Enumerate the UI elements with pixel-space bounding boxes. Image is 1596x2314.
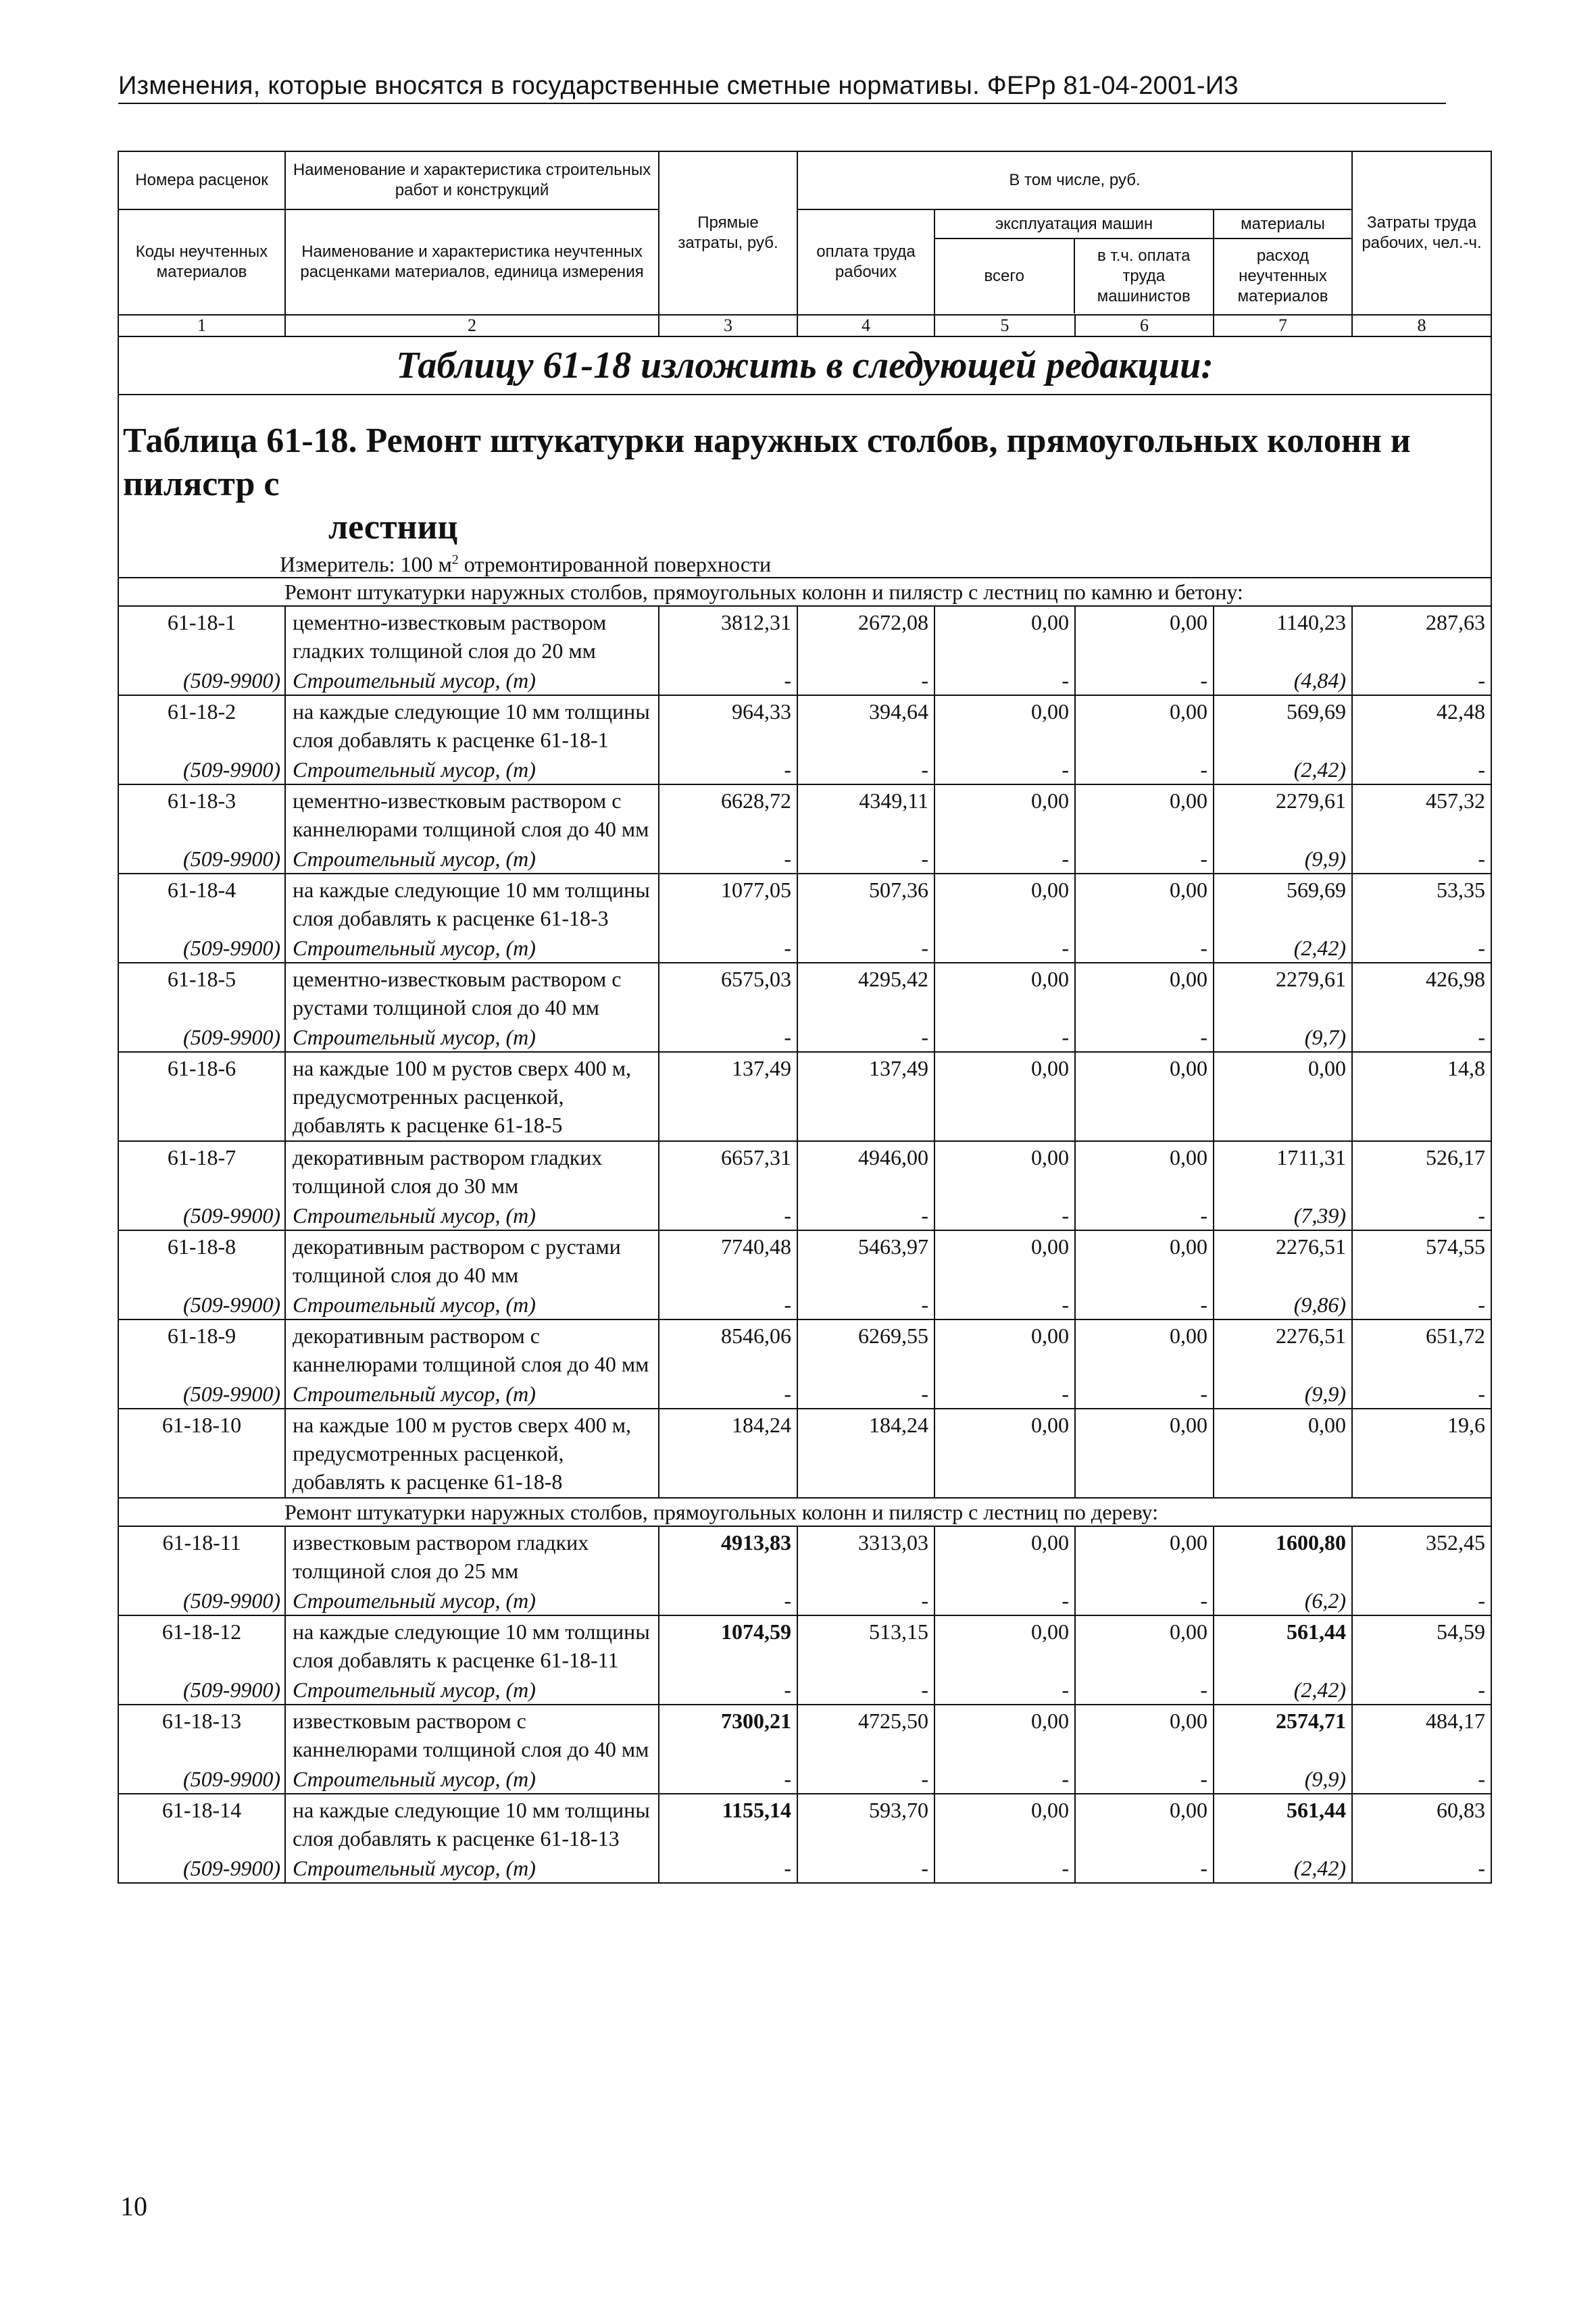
material-usage: (9,9): [1214, 1765, 1352, 1794]
material-description: Строительный мусор, (т): [285, 1380, 659, 1409]
rate-value-c3: 137,49: [659, 1052, 797, 1141]
rate-code: 61-18-13: [118, 1705, 285, 1765]
rate-value-c5: 0,00: [934, 1052, 1075, 1141]
rate-value-c4: 394,64: [797, 695, 934, 755]
rate-value-c4: 4946,00: [797, 1141, 934, 1201]
rate-value-c6: 0,00: [1075, 1526, 1214, 1586]
rate-value-c8: 651,72: [1352, 1319, 1491, 1380]
material-dash-c3: -: [659, 1854, 797, 1883]
rate-code: 61-18-10: [118, 1409, 285, 1498]
rate-value-c4: 6269,55: [797, 1319, 934, 1380]
material-dash-c5: -: [934, 1765, 1075, 1794]
material-dash-c8: -: [1352, 1290, 1491, 1319]
rate-value-c7: 569,69: [1214, 874, 1352, 934]
rate-value-c7: 569,69: [1214, 695, 1352, 755]
rate-value-c8: 457,32: [1352, 784, 1491, 845]
material-dash-c3: -: [659, 666, 797, 695]
rate-value-c4: 3313,03: [797, 1526, 934, 1586]
rate-value-c5: 0,00: [934, 1615, 1075, 1676]
material-dash-c8: -: [1352, 755, 1491, 784]
material-dash-c3: -: [659, 1201, 797, 1230]
rate-code: 61-18-7: [118, 1141, 285, 1201]
table-row: [118, 1705, 1491, 1765]
col-header-including: В том числе, руб.: [797, 151, 1352, 209]
material-code: (509-9900): [118, 1201, 285, 1230]
material-description: Строительный мусор, (т): [285, 1586, 659, 1615]
material-dash-c6: -: [1075, 1854, 1214, 1883]
rate-value-c8: 42,48: [1352, 695, 1491, 755]
material-description: Строительный мусор, (т): [285, 1290, 659, 1319]
material-row: [118, 1765, 1491, 1794]
rate-value-c6: 0,00: [1075, 1052, 1214, 1141]
col-num-2: 2: [285, 315, 659, 336]
rate-value-c3: 964,33: [659, 695, 797, 755]
rate-description: на каждые 100 м рустов сверх 400 м, предусмотренных расценкой, добавлять к расценке 61-18-5: [285, 1052, 659, 1141]
rate-value-c3: 8546,06: [659, 1319, 797, 1380]
rate-description: цементно-известковым раствором с каннелюрами толщиной слоя до 40 мм: [285, 784, 659, 845]
material-row: [118, 1290, 1491, 1319]
material-code: (509-9900): [118, 1765, 285, 1794]
rate-value-c3: 3812,31: [659, 606, 797, 666]
material-dash-c4: -: [797, 1854, 934, 1883]
material-dash-c8: -: [1352, 1854, 1491, 1883]
material-row: [118, 1586, 1491, 1615]
rate-value-c7: 2279,61: [1214, 963, 1352, 1023]
rate-value-c6: 0,00: [1075, 1409, 1214, 1498]
rate-code: 61-18-12: [118, 1615, 285, 1676]
material-row: [118, 1854, 1491, 1883]
material-dash-c3: -: [659, 1765, 797, 1794]
rate-value-c3: 1074,59: [659, 1615, 797, 1676]
measure-suffix: отремонтированной поверхности: [458, 552, 772, 576]
material-dash-c8: -: [1352, 845, 1491, 874]
rate-value-c3: 184,24: [659, 1409, 797, 1498]
material-dash-c6: -: [1075, 845, 1214, 874]
col-num-4: 4: [797, 315, 934, 336]
table-row: [118, 874, 1491, 934]
material-description: Строительный мусор, (т): [285, 1765, 659, 1794]
rate-value-c3: 6628,72: [659, 784, 797, 845]
table-row: [118, 1615, 1491, 1676]
col-num-7: 7: [1214, 315, 1352, 336]
material-dash-c8: -: [1352, 1380, 1491, 1409]
rate-value-c7: 2279,61: [1214, 784, 1352, 845]
material-code: (509-9900): [118, 1586, 285, 1615]
rate-value-c8: 287,63: [1352, 606, 1491, 666]
rate-value-c6: 0,00: [1075, 1141, 1214, 1201]
rate-value-c4: 513,15: [797, 1615, 934, 1676]
rate-description: на каждые следующие 10 мм толщины слоя добавлять к расценке 61-18-3: [285, 874, 659, 934]
rate-value-c5: 0,00: [934, 1230, 1075, 1290]
material-dash-c5: -: [934, 934, 1075, 963]
material-row: [118, 845, 1491, 874]
rate-value-c4: 184,24: [797, 1409, 934, 1498]
rates-table: [118, 151, 1492, 1884]
rate-value-c5: 0,00: [934, 1141, 1075, 1201]
material-code: (509-9900): [118, 1854, 285, 1883]
col-num-6: 6: [1075, 315, 1214, 336]
material-dash-c4: -: [797, 666, 934, 695]
material-dash-c6: -: [1075, 1201, 1214, 1230]
material-row: [118, 934, 1491, 963]
rate-value-c5: 0,00: [934, 606, 1075, 666]
rate-value-c5: 0,00: [934, 963, 1075, 1023]
table-row: [118, 784, 1491, 845]
table-row: [118, 695, 1491, 755]
rate-code: 61-18-3: [118, 784, 285, 845]
material-usage: (2,42): [1214, 1676, 1352, 1705]
rate-value-c6: 0,00: [1075, 874, 1214, 934]
material-dash-c8: -: [1352, 1676, 1491, 1705]
material-row: [118, 1201, 1491, 1230]
col-header-rate-number: Номера расценок: [118, 151, 285, 209]
rate-code: 61-18-14: [118, 1794, 285, 1854]
material-dash-c3: -: [659, 1380, 797, 1409]
rate-description: декоративным раствором с каннелюрами толщиной слоя до 40 мм: [285, 1319, 659, 1380]
material-description: Строительный мусор, (т): [285, 666, 659, 695]
rate-value-c5: 0,00: [934, 1319, 1075, 1380]
material-dash-c6: -: [1075, 1676, 1214, 1705]
rate-description: на каждые следующие 10 мм толщины слоя добавлять к расценке 61-18-1: [285, 695, 659, 755]
material-code: (509-9900): [118, 1676, 285, 1705]
rate-value-c8: 14,8: [1352, 1052, 1491, 1141]
material-description: Строительный мусор, (т): [285, 755, 659, 784]
rate-description: на каждые следующие 10 мм толщины слоя добавлять к расценке 61-18-11: [285, 1615, 659, 1676]
material-dash-c5: -: [934, 1290, 1075, 1319]
table-row: [118, 1230, 1491, 1290]
measure-sup: 2: [451, 552, 459, 568]
material-usage: (2,42): [1214, 934, 1352, 963]
rate-value-c8: 54,59: [1352, 1615, 1491, 1676]
rate-value-c6: 0,00: [1075, 1319, 1214, 1380]
material-usage: (6,2): [1214, 1586, 1352, 1615]
rate-code: 61-18-8: [118, 1230, 285, 1290]
measure-prefix: Измеритель: 100 м: [280, 552, 452, 576]
rate-value-c4: 2672,08: [797, 606, 934, 666]
material-dash-c4: -: [797, 934, 934, 963]
col-num-5: 5: [934, 315, 1075, 336]
col-header-material-codes: Коды неучтенных материалов: [118, 209, 285, 315]
col-header-direct-costs: Прямые затраты, руб.: [659, 151, 797, 315]
rate-value-c3: 1077,05: [659, 874, 797, 934]
rate-value-c3: 6657,31: [659, 1141, 797, 1201]
rate-code: 61-18-4: [118, 874, 285, 934]
material-dash-c6: -: [1075, 1290, 1214, 1319]
material-dash-c3: -: [659, 1290, 797, 1319]
rate-description: на каждые 100 м рустов сверх 400 м, предусмотренных расценкой, добавлять к расценке 61-18-8: [285, 1409, 659, 1498]
rate-value-c4: 5463,97: [797, 1230, 934, 1290]
rate-value-c5: 0,00: [934, 874, 1075, 934]
table-title-line-2: лестниц: [328, 508, 458, 547]
rate-code: 61-18-5: [118, 963, 285, 1023]
material-description: Строительный мусор, (т): [285, 934, 659, 963]
rate-value-c8: 574,55: [1352, 1230, 1491, 1290]
material-dash-c3: -: [659, 1676, 797, 1705]
rate-value-c4: 4295,42: [797, 963, 934, 1023]
rate-value-c4: 4725,50: [797, 1705, 934, 1765]
material-description: Строительный мусор, (т): [285, 1676, 659, 1705]
table-row: [118, 1052, 1491, 1141]
col-header-machines-total: всего: [935, 239, 1075, 313]
table-row: [118, 1319, 1491, 1380]
rate-value-c6: 0,00: [1075, 1794, 1214, 1854]
rate-description: цементно-известковым раствором с рустами толщиной слоя до 40 мм: [285, 963, 659, 1023]
rate-value-c8: 53,35: [1352, 874, 1491, 934]
rate-value-c7: 1711,31: [1214, 1141, 1352, 1201]
material-dash-c6: -: [1075, 1765, 1214, 1794]
rate-description: известковым раствором гладких толщиной слоя до 25 мм: [285, 1526, 659, 1586]
col-header-materials: материалы: [1214, 211, 1351, 239]
rate-value-c8: 484,17: [1352, 1705, 1491, 1765]
table-row: [118, 963, 1491, 1023]
rate-value-c6: 0,00: [1075, 695, 1214, 755]
material-usage: (9,86): [1214, 1290, 1352, 1319]
col-num-1: 1: [118, 315, 285, 336]
material-dash-c6: -: [1075, 666, 1214, 695]
rate-description: декоративным раствором гладких толщиной слоя до 30 мм: [285, 1141, 659, 1201]
measure-unit: [118, 549, 1491, 578]
material-dash-c4: -: [797, 845, 934, 874]
table-row: [118, 1141, 1491, 1201]
rate-value-c7: 2574,71: [1214, 1705, 1352, 1765]
group-heading-stone: Ремонт штукатурки наружных столбов, прямоугольных колонн и пилястр с лестниц по камню и бетону:: [118, 578, 1491, 606]
material-usage: (2,42): [1214, 1854, 1352, 1883]
rate-value-c6: 0,00: [1075, 606, 1214, 666]
rate-value-c5: 0,00: [934, 1409, 1075, 1498]
material-code: (509-9900): [118, 934, 285, 963]
material-dash-c3: -: [659, 934, 797, 963]
material-code: (509-9900): [118, 1380, 285, 1409]
group-heading-wood: Ремонт штукатурки наружных столбов, прямоугольных колонн и пилястр с лестниц по дереву:: [118, 1498, 1491, 1526]
material-dash-c5: -: [934, 1586, 1075, 1615]
header-rule: [118, 103, 1446, 104]
material-description: Строительный мусор, (т): [285, 1854, 659, 1883]
rate-value-c6: 0,00: [1075, 1230, 1214, 1290]
rate-value-c7: 0,00: [1214, 1409, 1352, 1498]
table-title-line-1: Таблица 61-18. Ремонт штукатурки наружных столбов, прямоугольных колонн и пилястр с: [123, 422, 1411, 503]
rate-value-c3: 1155,14: [659, 1794, 797, 1854]
material-description: Строительный мусор, (т): [285, 845, 659, 874]
rate-value-c5: 0,00: [934, 1794, 1075, 1854]
material-dash-c8: -: [1352, 666, 1491, 695]
rate-value-c8: 19,6: [1352, 1409, 1491, 1498]
rate-value-c4: 593,70: [797, 1794, 934, 1854]
material-usage: (7,39): [1214, 1201, 1352, 1230]
rate-code: 61-18-2: [118, 695, 285, 755]
col-header-work-name: Наименование и характеристика строительных работ и конструкций: [285, 151, 659, 209]
rate-value-c8: 352,45: [1352, 1526, 1491, 1586]
material-dash-c3: -: [659, 1023, 797, 1052]
material-dash-c5: -: [934, 666, 1075, 695]
material-usage: (4,84): [1214, 666, 1352, 695]
material-usage: (2,42): [1214, 755, 1352, 784]
table-title: [118, 395, 1491, 549]
material-dash-c4: -: [797, 1290, 934, 1319]
rate-code: 61-18-6: [118, 1052, 285, 1141]
page-header: Изменения, которые вносятся в государственные сметные нормативы. ФЕРр 81-04-2001-И3: [118, 72, 1239, 100]
rate-value-c8: 526,17: [1352, 1141, 1491, 1201]
material-dash-c5: -: [934, 755, 1075, 784]
table-row: [118, 1409, 1491, 1498]
rate-value-c7: 1600,80: [1214, 1526, 1352, 1586]
material-dash-c4: -: [797, 1023, 934, 1052]
rate-value-c7: 561,44: [1214, 1615, 1352, 1676]
material-dash-c8: -: [1352, 1023, 1491, 1052]
rate-value-c4: 137,49: [797, 1052, 934, 1141]
rate-description: на каждые следующие 10 мм толщины слоя добавлять к расценке 61-18-13: [285, 1794, 659, 1854]
rate-value-c6: 0,00: [1075, 963, 1214, 1023]
rate-value-c5: 0,00: [934, 1705, 1075, 1765]
rate-value-c7: 0,00: [1214, 1052, 1352, 1141]
rate-value-c3: 4913,83: [659, 1526, 797, 1586]
material-dash-c3: -: [659, 1586, 797, 1615]
material-code: (509-9900): [118, 755, 285, 784]
rate-description: декоративным раствором с рустами толщиной слоя до 40 мм: [285, 1230, 659, 1290]
material-code: (509-9900): [118, 845, 285, 874]
material-dash-c5: -: [934, 845, 1075, 874]
rate-value-c6: 0,00: [1075, 784, 1214, 845]
material-dash-c8: -: [1352, 934, 1491, 963]
rate-description: цементно-известковым раствором гладких толщиной слоя до 20 мм: [285, 606, 659, 666]
rate-value-c7: 2276,51: [1214, 1319, 1352, 1380]
material-dash-c8: -: [1352, 1201, 1491, 1230]
material-description: Строительный мусор, (т): [285, 1023, 659, 1052]
material-code: (509-9900): [118, 1290, 285, 1319]
table-row: [118, 1526, 1491, 1586]
rate-value-c6: 0,00: [1075, 1705, 1214, 1765]
col-header-materials-block: [1214, 209, 1352, 315]
material-dash-c6: -: [1075, 934, 1214, 963]
material-usage: (9,9): [1214, 1380, 1352, 1409]
material-dash-c5: -: [934, 1854, 1075, 1883]
material-dash-c4: -: [797, 1380, 934, 1409]
rate-value-c7: 561,44: [1214, 1794, 1352, 1854]
material-dash-c6: -: [1075, 1380, 1214, 1409]
col-num-3: 3: [659, 315, 797, 336]
rate-description: известковым раствором с каннелюрами толщиной слоя до 40 мм: [285, 1705, 659, 1765]
col-header-machines: эксплуатация машин: [935, 211, 1213, 239]
col-num-8: 8: [1352, 315, 1491, 336]
col-header-machinist-pay: в т.ч. оплата труда машинистов: [1097, 247, 1191, 305]
rate-value-c8: 60,83: [1352, 1794, 1491, 1854]
table-row: [118, 1794, 1491, 1854]
col-header-material-name: Наименование и характеристика неучтенных расценками материалов, единица измерения: [285, 209, 659, 315]
rate-value-c3: 6575,03: [659, 963, 797, 1023]
rate-code: 61-18-11: [118, 1526, 285, 1586]
material-row: [118, 755, 1491, 784]
material-usage: (9,7): [1214, 1023, 1352, 1052]
rate-value-c7: 1140,23: [1214, 606, 1352, 666]
rate-value-c4: 4349,11: [797, 784, 934, 845]
material-dash-c5: -: [934, 1380, 1075, 1409]
rates-table-wrap: [118, 151, 1491, 1884]
material-dash-c5: -: [934, 1023, 1075, 1052]
material-dash-c3: -: [659, 755, 797, 784]
rate-value-c3: 7300,21: [659, 1705, 797, 1765]
col-header-labor-costs: Затраты труда рабочих, чел.-ч.: [1352, 151, 1491, 315]
material-dash-c3: -: [659, 845, 797, 874]
material-row: [118, 666, 1491, 695]
rate-value-c5: 0,00: [934, 784, 1075, 845]
table-row: [118, 606, 1491, 666]
rate-value-c5: 0,00: [934, 1526, 1075, 1586]
page-number: 10: [120, 2191, 147, 2221]
col-header-worker-pay: оплата труда рабочих: [797, 209, 934, 315]
edit-note: Таблицу 61-18 изложить в следующей редакции:: [118, 336, 1491, 395]
material-dash-c4: -: [797, 1765, 934, 1794]
material-dash-c8: -: [1352, 1765, 1491, 1794]
material-code: (509-9900): [118, 1023, 285, 1052]
material-row: [118, 1380, 1491, 1409]
material-dash-c5: -: [934, 1201, 1075, 1230]
material-dash-c6: -: [1075, 1023, 1214, 1052]
material-description: Строительный мусор, (т): [285, 1201, 659, 1230]
material-row: [118, 1676, 1491, 1705]
rate-value-c4: 507,36: [797, 874, 934, 934]
material-dash-c6: -: [1075, 755, 1214, 784]
rate-value-c8: 426,98: [1352, 963, 1491, 1023]
rate-code: 61-18-9: [118, 1319, 285, 1380]
material-dash-c6: -: [1075, 1586, 1214, 1615]
material-dash-c5: -: [934, 1676, 1075, 1705]
rate-value-c7: 2276,51: [1214, 1230, 1352, 1290]
material-code: (509-9900): [118, 666, 285, 695]
material-dash-c4: -: [797, 1201, 934, 1230]
material-dash-c8: -: [1352, 1586, 1491, 1615]
col-header-material-usage: расход неучтенных материалов: [1237, 247, 1328, 305]
rate-value-c6: 0,00: [1075, 1615, 1214, 1676]
material-dash-c4: -: [797, 1586, 934, 1615]
material-row: [118, 1023, 1491, 1052]
material-dash-c4: -: [797, 755, 934, 784]
rate-code: 61-18-1: [118, 606, 285, 666]
rate-value-c3: 7740,48: [659, 1230, 797, 1290]
rate-value-c5: 0,00: [934, 695, 1075, 755]
material-usage: (9,9): [1214, 845, 1352, 874]
col-header-machines-block: [934, 209, 1214, 315]
material-dash-c4: -: [797, 1676, 934, 1705]
